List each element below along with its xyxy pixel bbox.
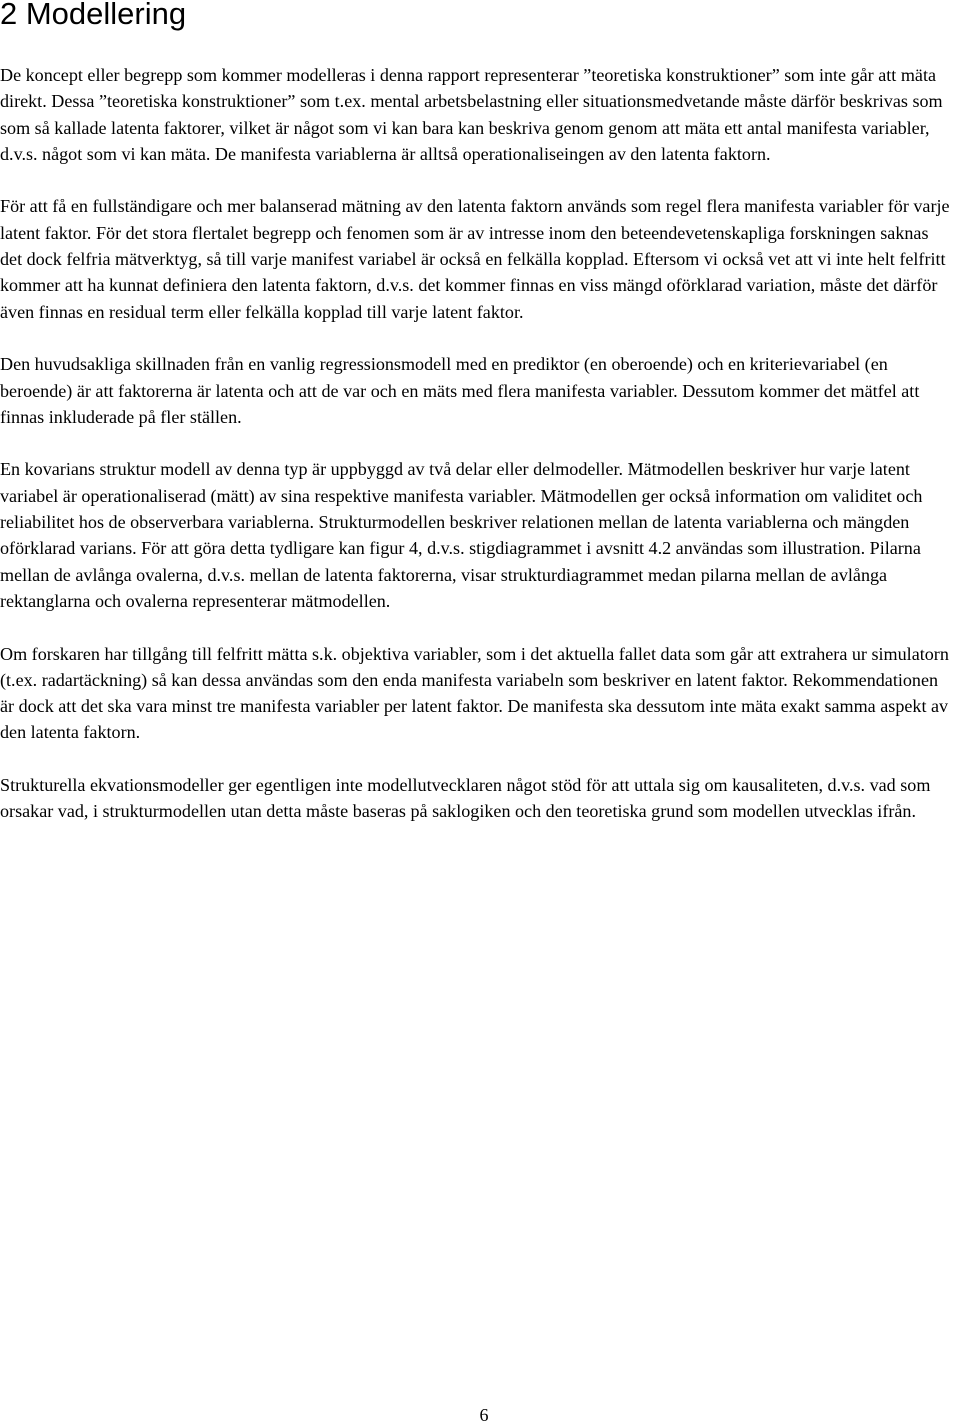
paragraph-1: De koncept eller begrepp som kommer modelleras i denna rapport representerar ”teoretiska konstruktioner” som inte går att mäta direkt. Dessa ”teoretiska konstruktioner” som t.ex. mental arbetsbelastning eller situationsmedvetande måste därför beskrivas som som så kallade latenta faktorer, vilket är något som vi kan bara kan beskriva genom genom att mäta ett antal manifesta variabler, d.v.s. något som vi kan mäta. De manifesta variablerna är alltså operationaliseingen av den latenta faktorn. <box>0 65 943 164</box>
section-heading: 2 Modellering <box>0 0 187 31</box>
paragraph-4: En kovarians struktur modell av denna typ är uppbyggd av två delar eller delmodeller. Mätmodellen beskriver hur varje latent variabel är operationaliserad (mätt) av sina respektive manifesta variabler. Mätmodellen ger också information om validitet och reliabilitet hos de observerbara variablerna. Strukturmodellen beskriver relationen mellan de latenta variablerna och mängden oförklarad varians. För att göra detta tydligare kan figur 4, d.v.s. stigdiagrammet i avsnitt 4.2 användas som illustration. Pilarna mellan de avlånga ovalerna, d.v.s. mellan de latenta faktorerna, visar strukturdiagrammet medan pilarna mellan de avlånga rektanglarna och ovalerna representerar mätmodellen. <box>0 459 923 611</box>
body-text <box>0 62 952 825</box>
page-number: 6 <box>479 1405 489 1425</box>
paragraph-6: Strukturella ekvationsmodeller ger egentligen inte modellutvecklaren något stöd för att uttala sig om kausaliteten, d.v.s. vad som orsakar vad, i strukturmodellen utan detta måste baseras på saklogiken och den teoretiska grund som modellen utvecklas ifrån. <box>0 775 931 822</box>
paragraph-3: Den huvudsakliga skillnaden från en vanlig regressionsmodell med en prediktor (en oberoende) och en kriterievariabel (en beroende) är att faktorerna är latenta och att de var och en mäts med flera manifesta variabler. Dessutom kommer det mätfel att finnas inkluderade på fler ställen. <box>0 354 920 427</box>
paragraph-2: För att få en fullständigare och mer balanserad mätning av den latenta faktorn används som regel flera manifesta variabler för varje latent faktor. För det stora flertalet begrepp och fenomen som är av intresse inom den beteendevetenskapliga forskningen saknas det dock felfria mätverktyg, så till varje manifest variabel är också en felkälla kopplad. Eftersom vi också vet att vi inte helt felfritt kommer att ha kunnat definiera den latenta faktorn, d.v.s. det kommer finnas en viss mängd oförklarad variation, måste det därför även finnas en residual term eller felkälla kopplad till varje latent faktor. <box>0 196 950 322</box>
paragraph-5: Om forskaren har tillgång till felfritt mätta s.k. objektiva variabler, som i det aktuella fallet data som går att extrahera ur simulatorn (t.ex. radartäckning) så kan dessa användas som den enda manifesta variabeln som beskriver en latent faktor. Rekommendationen är dock att det ska vara minst tre manifesta variabler per latent faktor. De manifesta ska dessutom inte mäta exakt samma aspekt av den latenta faktorn. <box>0 643 949 743</box>
